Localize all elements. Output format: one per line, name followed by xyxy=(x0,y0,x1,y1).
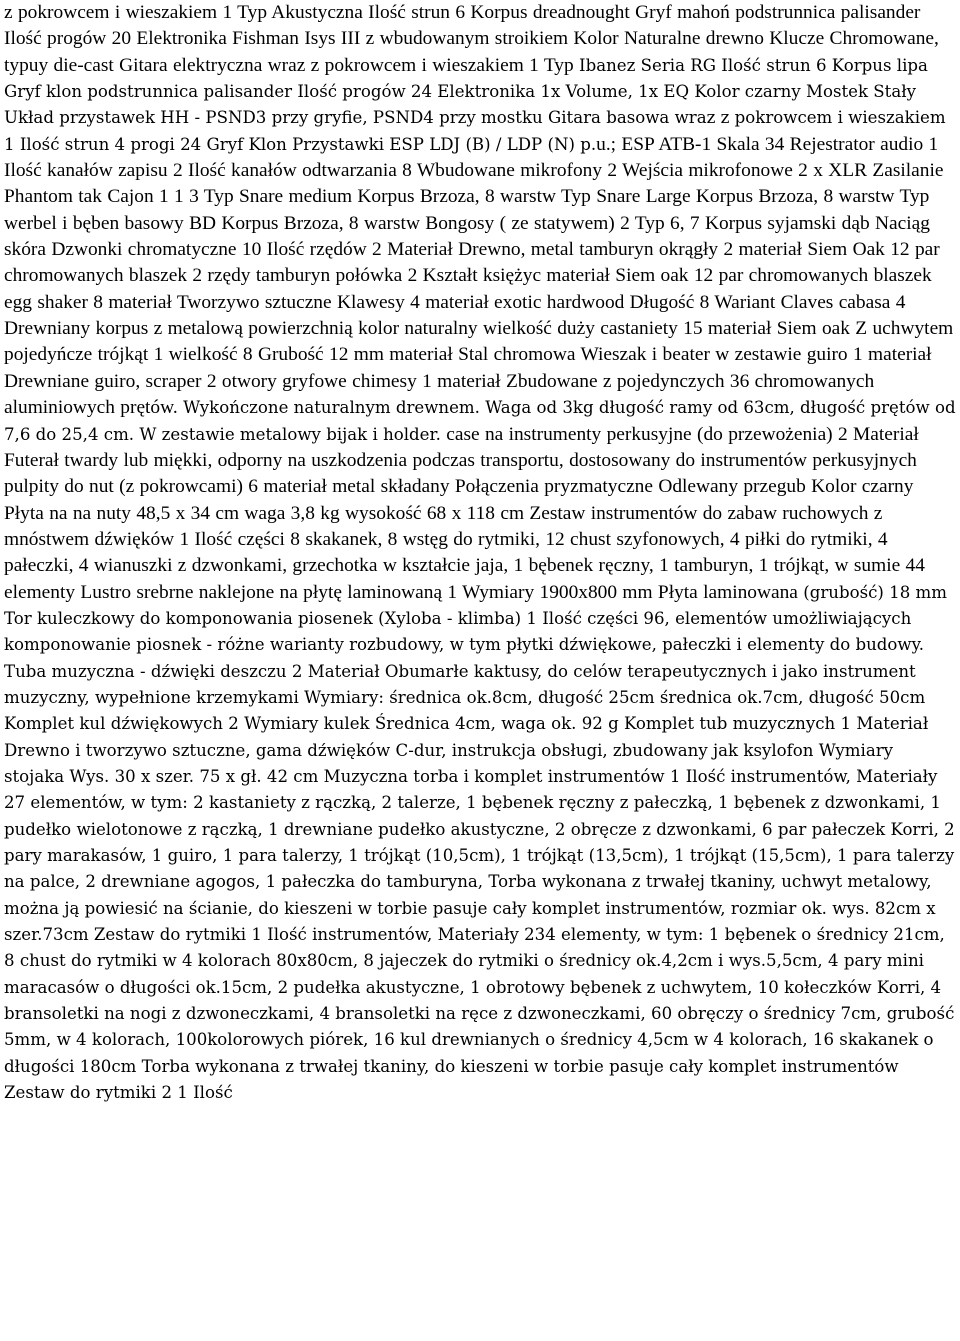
text-run-5: Wykończone naturalnym drewnem. Waga od 3kg długość ramy od 63cm, długość prętów od 7,6 do 25,4 cm. W zestawie metalowy bijak i holder. xyxy=(4,398,956,444)
text-run-3: gryfie, PSND4 przy mostku Gitara basowa wraz z pokrowcem i wieszakiem 1 Ilość strun 4 progi 24 Gryf Klon Przystawki ESP LDJ (B) / LDP (N) p. xyxy=(4,108,946,154)
text-run-1: z pokrowcem i wieszakiem 1 Typ Akustyczna Ilość strun 6 Korpus dreadnought Gryf mahoń podstrunnica palisander Ilość progów 20 Elektronika Fishman Isys III z wbudowanym stroikiem Kolor Naturalne drewno Klucze Chromowane, typuy die-cast Gitara elektryczna wraz z pokrowcem i wieszakiem 1 Typ xyxy=(4,2,939,76)
text-run-7: (grubość) 18 mm Tor kuleczkowy do komponowania piosenek (Xyloba - klimba) 1 Ilość części 96, elementów umożliwiających komponowanie piosnek - różne warianty rozbudowy, w tym płytki dźwiękowe, pałeczki i elementy do budowy. Tuba muzyczna - dźwięki deszczu 2 Materiał Obumarłe kaktusy, do celów terapeutycznych i jako instrument muzyczny, wypełnione krzemykami Wymiary: średnica ok.8cm, długość 25cm średnica ok.7cm, długość 50cm Komplet kul dźwiękowych 2 Wymiary kulek Średnica 4cm, waga ok. 92 g Komplet tub muzycznych 1 Materiał Drewno i tworzywo sztuczne, gama dźwięków C-dur, instrukcja obsługi, zbudowany jak ksylofon Wymiary stojaka Wys. 30 x szer. 75 x gł. 42 cm Muzyczna torba i komplet instrumentów 1 Ilość instrumentów, Materiały 27 elementów, w tym: 2 kastaniety z rączką, 2 talerze, 1 bębenek ręczny z pałeczką, 1 bębenek z dzwonkami, 1 pudełko wielotonowe z rączką, 1 drewniane pudełko akustyczne, 2 obręcze z dzwonkami, 6 par pałeczek Korri, 2 pary marakasów, 1 guiro, 1 para talerzy, 1 trójkąt (10,5cm), 1 trójkąt (13,5cm), 1 trójkąt (15,5cm), 1 para talerzy na palce, 2 drewniane agogos, 1 pałeczka do tamburyna, Torba wykonana z trwałej tkaniny, uchwyt metalowy, można ją powiesić na ścianie, do kieszeni w torbie pasuje cały komplet instrumentów, rozmiar ok. wys. 82cm x szer.73cm Zestaw do rytmiki 1 Ilość instrumentów, Materiały 234 elementy, w tym: 1 bębenek o średnicy 21cm, 8 chust do rytmiki w 4 kolorach 80x80cm, 8 jajeczek do rytmiki o średnicy ok.4,2cm i wys.5,5cm, 4 pary mini maracasów o długości ok.15cm, 2 pudełka akustyczne, 1 obrotowy bębenek z uchwytem, 10 kołeczków Korri, 4 bransoletki na nogi z dzwoneczkami, 4 bransoletki na ręce z dzwoneczkami, 60 obręczy o średnicy 7cm, grubość 5mm, w 4 kolorach, 100kolorowych piórek, 16 kul drewnianych o średnicy 4,5cm w 4 kolorach, 16 skakanek o długości 180cm Torba wykonana z trwałej tkaniny, do kieszeni w torbie pasuje cały komplet instrumentów Zestaw do rytmiki 2 1 Ilość xyxy=(4,582,955,1103)
text-run-2: Ibanez Seria RG Ilość strun 6 Korpus lipa Gryf klon podstrunnica palisander Ilość progów 24 Elektronika 1x Volume, 1x EQ Kolor czarny Mostek Stały Układ przystawek HH - PSND3 przy xyxy=(4,55,928,128)
text-run-6: case na instrumenty perkusyjne (do przewożenia) 2 Materiał Futerał twardy lub miękki, odporny na uszkodzenia podczas transportu, dostosowany do instrumentów perkusyjnych pulpity do nut (z pokrowcami) 6 materiał metal składany Połączenia pryzmatyczne Odlewany przegub Kolor czarny Płyta na na nuty 48,5 x 34 cm waga 3,8 kg wysokość 68 x 118 cm Zestaw instrumentów do zabaw ruchowych z mnóstwem dźwięków 1 Ilość części 8 skakanek, 8 wstęg do rytmiki, 12 chust szyfonowych, 4 piłki do rytmiki, 4 pałeczki, 4 wianuszki z dzwonkami, grzechotka w kształcie jaja, 1 bębenek ręczny, 1 tamburyn, 1 trójkąt, w sumie 44 elementy Lustro srebrne naklejone na płytę laminowaną 1 Wymiary 1900x800 mm Płyta laminowana xyxy=(4,423,925,603)
text-run-4: u.; ESP ATB-1 Skala 34 Rejestrator audio 1 Ilość kanałów zapisu 2 Ilość kanałów odtwarzania 8 Wbudowane mikrofony 2 Wejścia mikrofonowe 2 x XLR Zasilanie Phantom tak Cajon 1 1 3 Typ Snare medium Korpus Brzoza, 8 warstw Typ Snare Large Korpus Brzoza, 8 warstw Typ werbel i bęben basowy BD Korpus Brzoza, 8 warstw Bongosy ( ze statywem) 2 Typ 6, 7 Korpus syjamski dąb Naciąg skóra Dzwonki chromatyczne 10 Ilość rzędów 2 Materiał Drewno, metal tamburyn okrągły 2 materiał Siem Oak 12 par chromowanych blaszek 2 rzędy tamburyn połówka 2 Kształt księżyc materiał Siem oak 12 par chromowanych blaszek egg shaker 8 materiał Tworzywo sztuczne Klawesy 4 materiał exotic hardwood Długość 8 Wariant Claves cabasa 4 Drewniany korpus z metalową powierzchnią kolor naturalny wielkość duży castaniety 15 materiał Siem oak Z uchwytem pojedyńcze trójkąt 1 wielkość 8 Grubość 12 mm materiał Stal chromowa Wieszak i beater w zestawie guiro 1 materiał Drewniane guiro, scraper 2 otwory gryfowe chimesy 1 materiał Zbudowane z pojedynczych 36 chromowanych aluminiowych prętów. xyxy=(4,133,954,419)
document-text-block xyxy=(4,0,957,1106)
